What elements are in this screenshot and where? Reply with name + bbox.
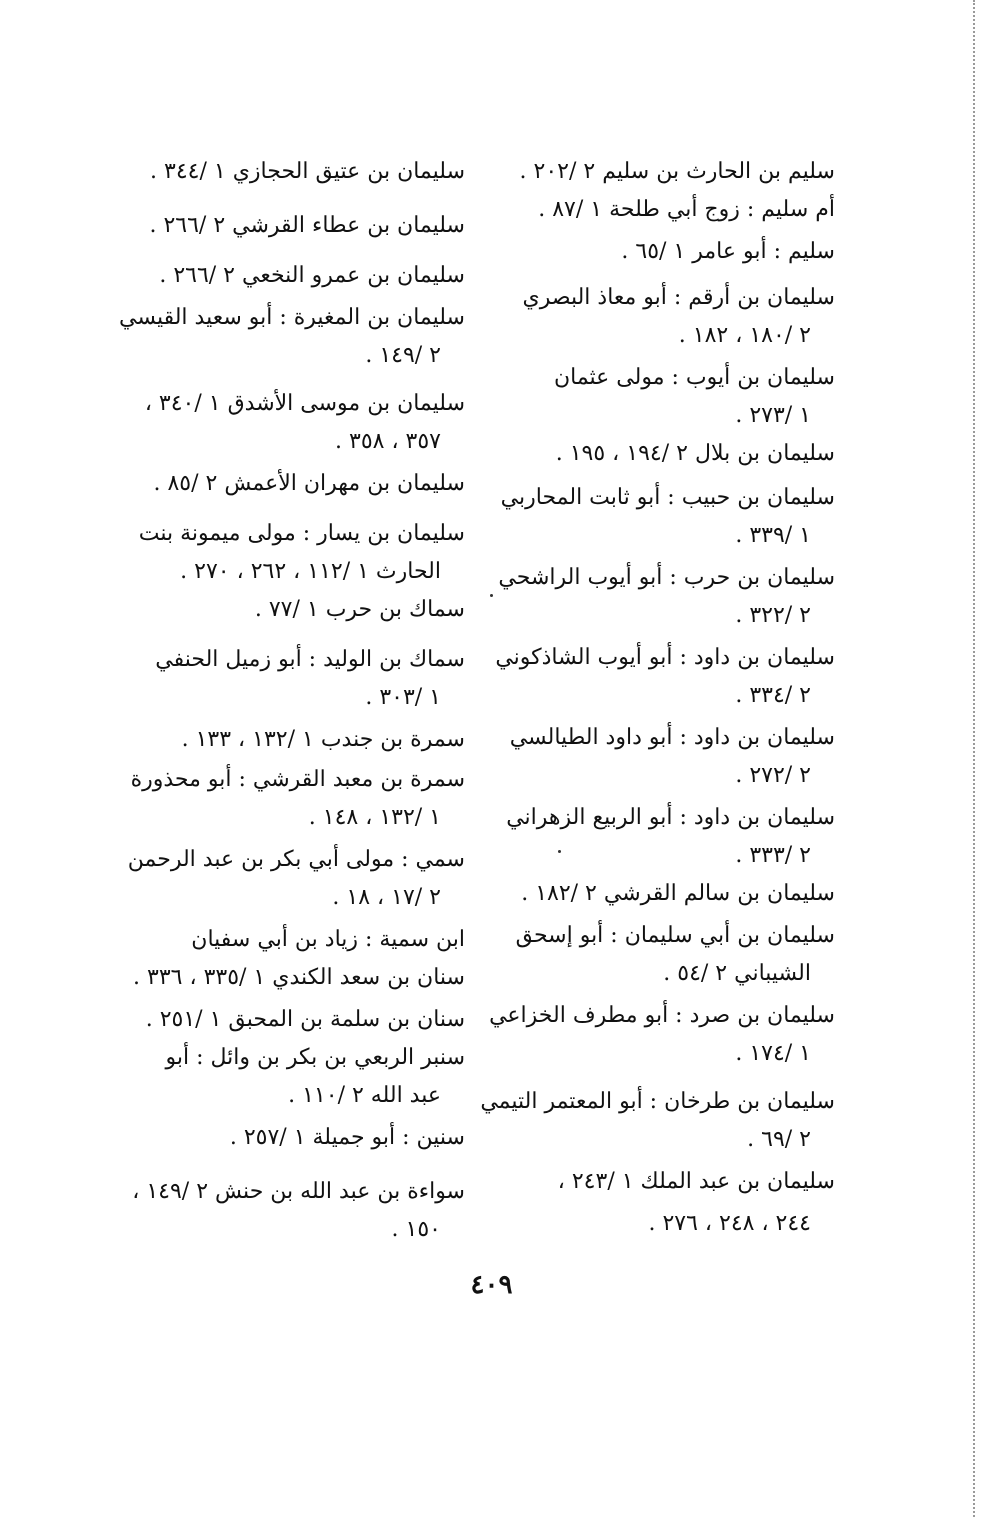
index-entry-line: سماك بن الوليد : أبو زميل الحنفي	[155, 647, 465, 672]
index-entry-line: سليمان بن عبد الملك ١ /٢٤٣ ،	[557, 1169, 835, 1194]
scan-speck	[490, 594, 493, 597]
index-entry-line: سليمان بن المغيرة : أبو سعيد القيسي	[118, 305, 465, 330]
index-entry-line: سليمان بن بلال ٢ /١٩٤ ، ١٩٥ .	[555, 441, 835, 466]
index-entry-line: سليمان بن عطاء القرشي ٢ /٢٦٦ .	[149, 213, 465, 238]
index-entry-line: الشيباني ٢ /٥٤ .	[663, 961, 811, 986]
index-entry-line: سنان بن سلمة بن المحبق ١ /٢٥١ .	[145, 1007, 465, 1032]
index-entry-line: ابن سمية : زياد بن أبي سفيان	[191, 927, 465, 952]
index-entry-line: عبد الله ٢ /١١٠ .	[288, 1083, 441, 1108]
index-entry-line: سليمان بن أيوب : مولى عثمان	[553, 365, 835, 390]
index-entry-line: سمي : مولى أبي بكر بن عبد الرحمن	[127, 847, 465, 872]
index-entry-line: سليمان بن صرد : أبو مطرف الخزاعي	[489, 1003, 835, 1028]
index-entry-line: سليمان بن أبي سليمان : أبو إسحق	[515, 923, 835, 948]
index-entry-line: ٣٥٧ ، ٣٥٨ .	[335, 429, 441, 454]
index-entry-line: ١ /٣٣٩ .	[735, 523, 811, 548]
index-entry-line: سنبر الربعي بن بكر بن وائل : أبو	[165, 1045, 465, 1070]
index-entry-line: ١ /١٧٤ .	[735, 1041, 811, 1066]
index-entry-line: ٢ /٦٩ .	[747, 1127, 811, 1152]
index-entry-line: ١٥٠ .	[391, 1217, 441, 1242]
index-entry-line: ٢٤٤ ، ٢٤٨ ، ٢٧٦ .	[648, 1211, 811, 1236]
index-entry-line: ٢ /١٧ ، ١٨ .	[332, 885, 441, 910]
index-entry-line: سليمان بن سالم القرشي ٢ /١٨٢ .	[521, 881, 835, 906]
index-entry-line: سليمان بن داود : أبو داود الطيالسي	[509, 725, 835, 750]
index-entry-line: سليم بن الحارث بن سليم ٢ /٢٠٢ .	[519, 159, 835, 184]
index-entry-line: ١ /١٣٢ ، ١٤٨ .	[308, 805, 441, 830]
index-entry-line: ١ /٢٧٣ .	[735, 403, 811, 428]
index-entry-line: ٢ /٣٣٤ .	[735, 683, 811, 708]
index-entry-line: سليمان بن موسى الأشدق ١ /٣٤٠ ،	[144, 391, 465, 416]
index-entry-line: سليمان بن يسار : مولى ميمونة بنت	[138, 521, 465, 546]
index-entry-line: سماك بن حرب ١ /٧٧ .	[254, 597, 465, 622]
index-entry-line: سنان بن سعد الكندي ١ /٣٣٥ ، ٣٣٦ .	[133, 965, 465, 990]
page-number: ٤٠٩	[470, 1270, 513, 1300]
index-entry-line: ١ /٣٠٣ .	[365, 685, 441, 710]
index-entry-line: سليمان بن حبيب : أبو ثابت المحاربي	[500, 485, 835, 510]
index-entry-line: سليمان بن داود : أبو أيوب الشاذكوني	[495, 645, 835, 670]
index-entry-line: ٢ /٣٣٣ .	[735, 843, 811, 868]
index-entry-line: الحارث ١ /١١٢ ، ٢٦٢ ، ٢٧٠ .	[180, 559, 441, 584]
index-entry-line: سمرة بن معبد القرشي : أبو محذورة	[130, 767, 465, 792]
index-entry-line: ٢ /١٤٩ .	[365, 343, 441, 368]
index-entry-line: ٢ /١٨٠ ، ١٨٢ .	[678, 323, 811, 348]
index-entry-line: أم سليم : زوج أبي طلحة ١ /٨٧ .	[538, 197, 835, 222]
index-entry-line: ٢ /٢٧٢ .	[735, 763, 811, 788]
index-entry-line: سواءة بن عبد الله بن حنش ٢ /١٤٩ ،	[132, 1179, 465, 1204]
index-entry-line: ٢ /٣٢٢ .	[735, 603, 811, 628]
index-entry-line: سمرة بن جندب ١ /١٣٢ ، ١٣٣ .	[181, 727, 465, 752]
index-entry-line: سليمان بن طرخان : أبو المعتمر التيمي	[480, 1089, 835, 1114]
scan-speck	[558, 850, 561, 853]
index-entry-line: سليمان بن داود : أبو الربيع الزهراني	[506, 805, 835, 830]
index-entry-line: سليمان بن مهران الأعمش ٢ /٨٥ .	[153, 471, 465, 496]
index-entry-line: سليم : أبو عامر ١ /٦٥ .	[621, 239, 835, 264]
index-entry-line: سليمان بن أرقم : أبو معاذ البصري	[522, 285, 835, 310]
index-entry-line: سليمان بن حرب : أبو أيوب الراشحي	[498, 565, 835, 590]
index-entry-line: سنين : أبو جميلة ١ /٢٥٧ .	[229, 1125, 465, 1150]
index-entry-line: سليمان بن عمرو النخعي ٢ /٢٦٦ .	[159, 263, 465, 288]
index-entry-line: سليمان بن عتيق الحجازي ١ /٣٤٤ .	[150, 159, 465, 184]
